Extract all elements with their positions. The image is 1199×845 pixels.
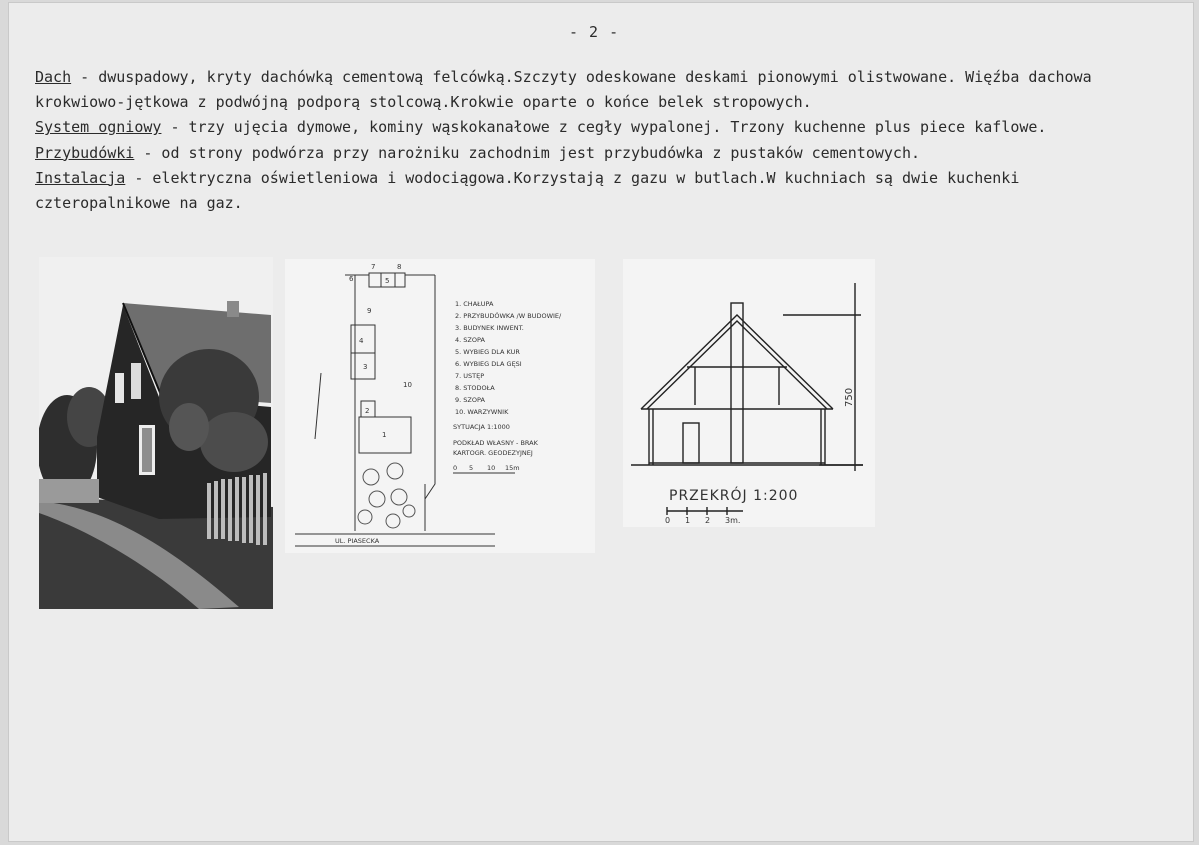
site-scale-label: SYTUACJA 1:1000 — [453, 423, 510, 431]
paragraph-installations — [35, 166, 1145, 216]
site-scale-tick-15: 15m — [505, 464, 520, 472]
term-installations: Instalacja — [35, 168, 126, 187]
term-roof: Dach — [35, 68, 72, 86]
site-plan-drawing — [285, 259, 595, 553]
site-scale-tick-10: 10 — [487, 464, 496, 472]
street-label: UL. PIASECKA — [335, 537, 380, 545]
plot-number-6: 6 — [349, 275, 354, 283]
paragraph-roof — [35, 65, 1145, 115]
plot-number-3: 3 — [363, 363, 368, 371]
section-title: PRZEKRÓJ 1:200 — [669, 488, 799, 504]
section-scale-tick-2: 2 — [705, 516, 711, 525]
text-roof: - dwuspadowy, kryty dachówką cementową felcówką.Szczyty odeskowane deskami pionowymi olistwowane. Więźba dachowa krokwiowo-jętkowa z podwójną podporą stolcową.Krokwie oparte o końce belek stropowych. — [35, 68, 1092, 112]
section-height-dim: 750 — [844, 387, 855, 407]
term-annexes: Przybudówki — [35, 143, 135, 162]
page-number: - 2 - — [569, 23, 620, 41]
site-note-line1: PODKŁAD WŁASNY - BRAK — [453, 439, 538, 447]
plot-number-5: 5 — [385, 277, 390, 285]
legend-item-6: 6. WYBIEG DLA GĘSI — [455, 360, 522, 368]
section-scale-tick-3: 3m. — [725, 516, 741, 525]
plot-number-4: 4 — [359, 337, 364, 345]
paragraph-annexes — [35, 141, 1145, 166]
legend-item-3: 3. BUDYNEK INWENT. — [455, 324, 524, 332]
site-scale-tick-0: 0 — [453, 464, 458, 472]
document-page — [8, 2, 1194, 842]
section-scale-tick-0: 0 — [665, 516, 671, 525]
plot-number-10: 10 — [403, 381, 412, 389]
site-note-line2: KARTOGR. GEODEZYJNEJ — [453, 449, 533, 457]
text-installations: - elektryczna oświetleniowa i wodociągowa.Korzystają z gazu w butlach.W kuchniach są dwie kuchenki czteropalnikowe na gaz. — [35, 168, 1020, 213]
legend-item-9: 9. SZOPA — [455, 396, 485, 404]
text-fire-system: - trzy ujęcia dymowe, kominy wąskokanałowe z cegły wypalonej. Trzony kuchenne plus piece kaflowe. — [161, 118, 1047, 137]
section-scale-tick-1: 1 — [685, 516, 691, 525]
site-scale-tick-5: 5 — [469, 464, 474, 472]
term-fire-system: System ogniowy — [35, 118, 162, 137]
legend-item-4: 4. SZOPA — [455, 336, 485, 344]
description-text — [35, 65, 1145, 216]
legend-item-7: 7. USTĘP — [455, 372, 485, 380]
house-photo — [39, 257, 273, 609]
plot-number-8: 8 — [397, 263, 402, 271]
plot-number-2: 2 — [365, 407, 370, 415]
text-annexes: - od strony podwórza przy narożniku zachodnim jest przybudówka z pustaków cementowych. — [134, 143, 921, 162]
legend-item-1: 1. CHAŁUPA — [455, 300, 494, 308]
plot-number-7: 7 — [371, 263, 376, 271]
legend-item-10: 10. WARZYWNIK — [455, 408, 509, 416]
plot-number-1: 1 — [382, 431, 387, 439]
plot-number-9: 9 — [367, 307, 372, 315]
legend-item-2: 2. PRZYBUDÓWKA /W BUDOWIE/ — [455, 312, 562, 320]
cross-section-drawing — [623, 259, 875, 527]
paragraph-fire-system — [35, 115, 1145, 140]
legend-item-8: 8. STODOŁA — [455, 384, 495, 392]
legend-item-5: 5. WYBIEG DLA KUR — [455, 348, 520, 356]
